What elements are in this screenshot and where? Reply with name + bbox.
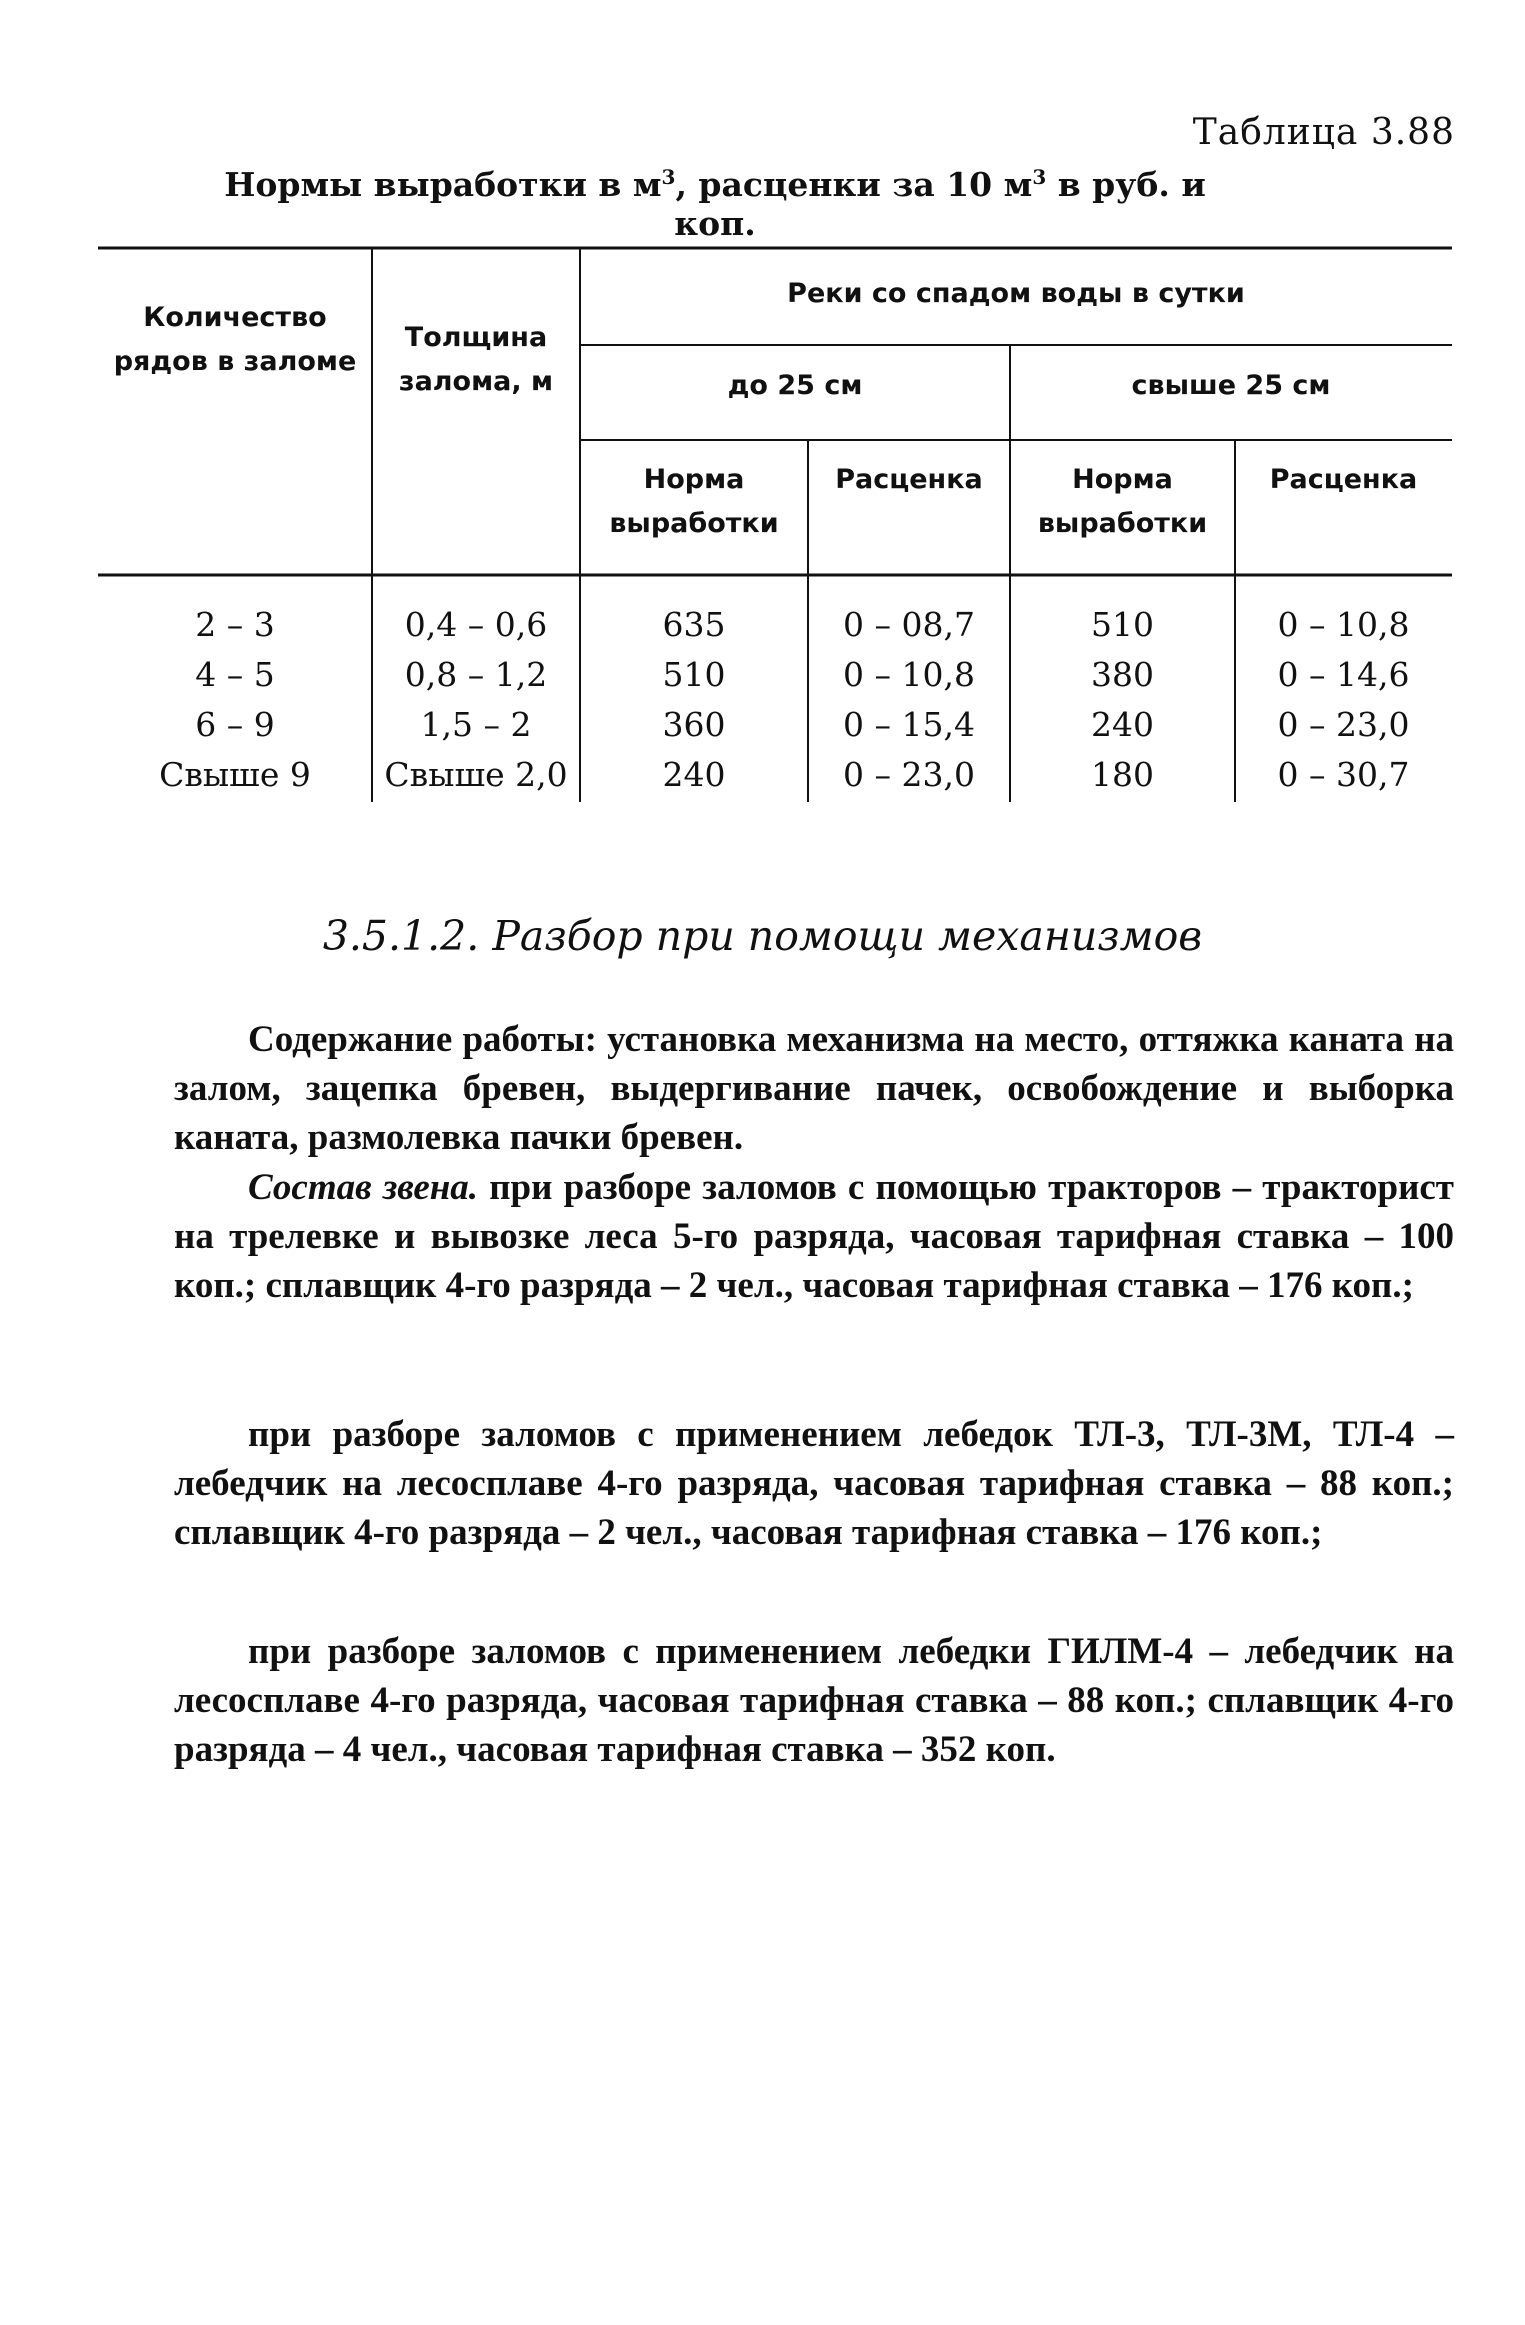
header-norm-1: Норма выработки <box>609 464 779 539</box>
cell-rate-1: 0 – 23,0 <box>843 755 975 794</box>
cell-rate-1: 0 – 10,8 <box>843 655 975 694</box>
cell-rows: 6 – 9 <box>195 705 275 744</box>
cell-rate-2: 0 – 23,0 <box>1277 705 1410 744</box>
title-part-2: , расценки за 10 м <box>675 165 1033 204</box>
title-part-1: Нормы выработки в м <box>224 165 662 204</box>
header-norm-2: Норма выработки <box>1037 464 1208 539</box>
cell-norm-2: 510 <box>1091 605 1154 644</box>
cell-norm-2: 180 <box>1091 755 1154 794</box>
cell-rows: 4 – 5 <box>195 655 275 694</box>
gilm-paragraph: при разборе заломов с применением лебедки ГИЛМ-4 – лебедчик на лесосплаве 4-го разряда, часовая тарифная ставка – 88 коп.; сплавщик 4-го разряда – 4 чел., часовая тарифная ставка – 352 коп. <box>174 1631 1454 1770</box>
crew-label: Состав звена. <box>248 1167 479 1208</box>
title-exponent-1: 3 <box>661 165 676 189</box>
cell-rate-1: 0 – 15,4 <box>843 705 975 744</box>
header-up-to-25: до 25 см <box>727 370 863 401</box>
header-rivers: Реки со спадом воды в сутки <box>787 278 1245 309</box>
header-rate-1: Расценка <box>835 464 983 495</box>
cell-rows: 2 – 3 <box>195 605 275 644</box>
cell-thickness: 0,8 – 1,2 <box>404 655 548 694</box>
header-over-25: свыше 25 см <box>1131 370 1331 401</box>
cell-norm-1: 360 <box>662 705 726 744</box>
crew-text: при разборе заломов с помощью тракторов – тракторист на трелевке и вывозке леса 5-го разряда, часовая тарифная ставка – 100 коп.; сплавщик 4-го разряда – 2 чел., часовая тарифная ставка – 176 коп.; <box>174 1167 1454 1306</box>
cell-norm-1: 510 <box>662 655 726 694</box>
cell-rate-2: 0 – 10,8 <box>1277 605 1410 644</box>
cell-thickness: 0,4 – 0,6 <box>404 605 548 644</box>
cell-norm-1: 240 <box>662 755 726 794</box>
cell-rate-1: 0 – 08,7 <box>843 605 975 644</box>
cell-norm-2: 380 <box>1091 655 1154 694</box>
cell-rate-2: 0 – 30,7 <box>1277 755 1410 794</box>
title-part-3: в руб. и коп. <box>674 165 1206 243</box>
winches-paragraph: при разборе заломов с применением лебедок ТЛ-3, ТЛ-3М, ТЛ-4 – лебедчик на лесосплаве 4-го разряда, часовая тарифная ставка – 88 коп.; сплавщик 4-го разряда – 2 чел., часовая тарифная ставка – 176 коп.; <box>174 1414 1454 1553</box>
cell-norm-1: 635 <box>662 605 726 644</box>
content-text: установка механизма на место, оттяжка каната на залом, зацепка бревен, выдергивание пачек, освобождение и выборка каната, размолевка пачки бревен. <box>174 1019 1455 1158</box>
title-exponent-2: 3 <box>1032 165 1047 189</box>
cell-rate-2: 0 – 14,6 <box>1277 655 1410 694</box>
header-rows-count: Количество рядов в заломе <box>113 302 357 377</box>
cell-norm-2: 240 <box>1091 705 1154 744</box>
content-paragraph <box>174 1015 1454 1162</box>
header-thickness: Толщина залома, м <box>398 322 554 397</box>
crew-paragraph <box>174 1163 1454 1310</box>
table-number: Таблица 3.88 <box>1192 112 1455 153</box>
content-label: Содержание работы: <box>248 1019 597 1060</box>
cell-rows: Свыше 9 <box>159 755 311 794</box>
section-heading: 3.5.1.2. Разбор при помощи механизмов <box>322 912 1203 960</box>
table-title <box>200 165 1230 243</box>
cell-thickness: Свыше 2,0 <box>384 755 568 794</box>
header-rate-2: Расценка <box>1269 464 1418 495</box>
cell-thickness: 1,5 – 2 <box>420 705 532 744</box>
